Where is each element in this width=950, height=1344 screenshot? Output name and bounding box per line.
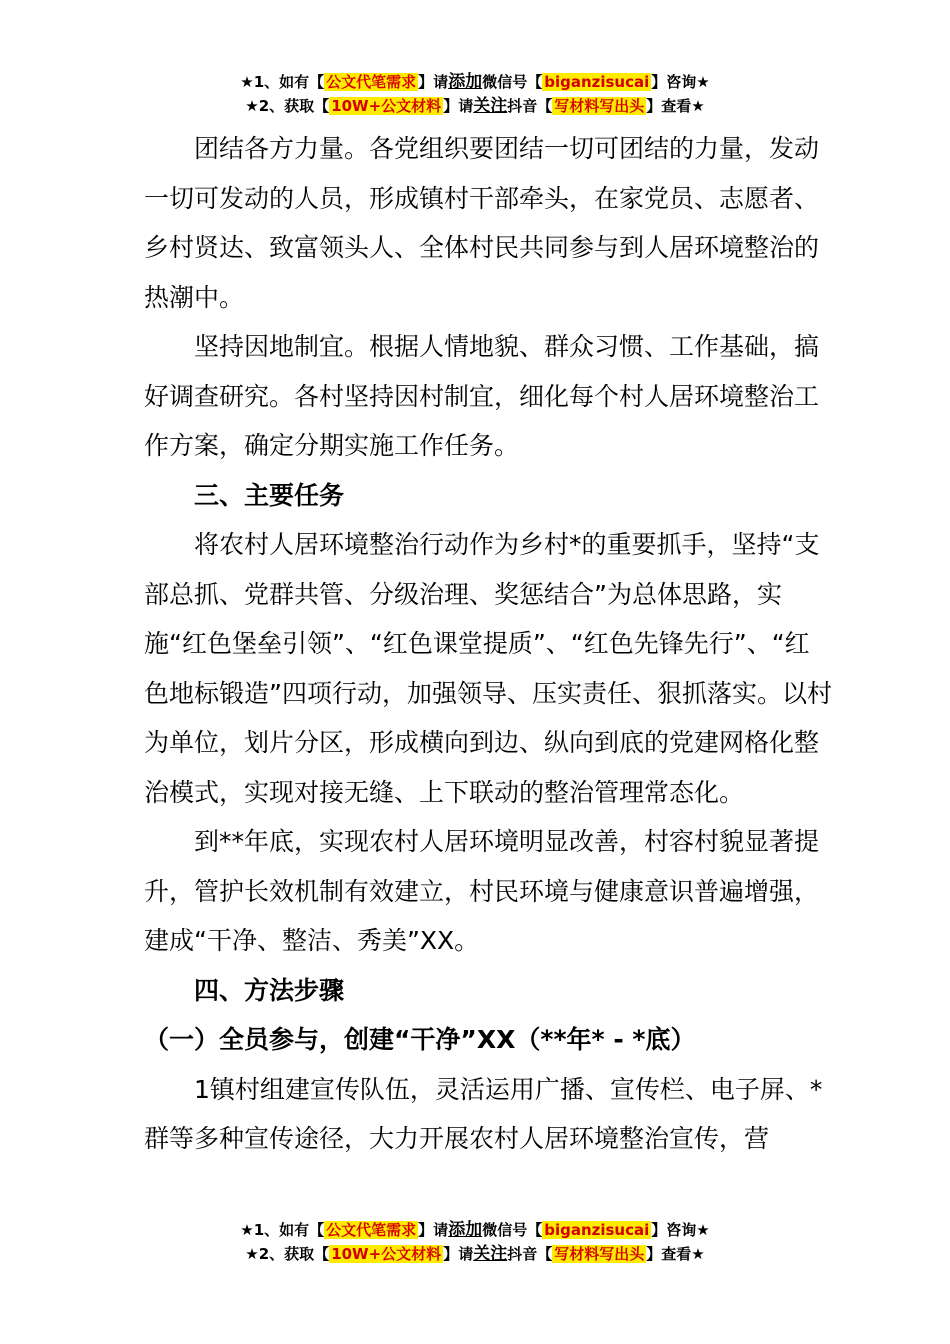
promo-highlight: 写材料写出头 [554,1245,645,1263]
promo-line-1: ★1、如有【 公文代笔需求 】请添加微信号【 biganzisucai 】咨询★ [240,1220,710,1240]
promo-highlight: 公文代笔需求 [326,1221,417,1239]
footer-promo-banner [0,1218,950,1266]
promo-highlight: 10W+公文材料 [331,97,442,115]
document-body [144,124,834,1164]
section-heading: 四、方法步骤 [194,975,345,1005]
section-heading: 三、主要任务 [194,480,345,510]
promo-line-1: ★1、如有【 公文代笔需求 】请添加微信号【 biganzisucai 】咨询★ [240,72,710,92]
promo-highlight: biganzisucai [544,1221,650,1239]
header-promo-banner [0,70,950,118]
paragraph: 1镇村组建宣传队伍，灵活运用广播、宣传栏、电子屏、*群等多种宣传途径，大力开展农村人居环境整治宣传，营 [144,1074,823,1153]
promo-line-2: ★2、获取【 10W+公文材料 】请关注抖音【 写材料写出头 】查看★ [245,1244,705,1264]
subsection-heading: （一）全员参与，创建“干净”XX（**年* - *底） [144,1025,696,1054]
paragraph: 到**年底，实现农村人居环境明显改善，村容村貌显著提升，管护长效机制有效建立，村民环境与健康意识普遍增强，建成“干净、整洁、秀美”XX。 [144,827,820,955]
paragraph: 将农村人居环境整治行动作为乡村*的重要抓手，坚持“支部总抓、党群共管、分级治理、奖惩结合”为总体思路，实施“红色堡垒引领”、“红色课堂提质”、“红色先锋先行”、“红色地标锻造”四项行动，加强领导、压实责任、狠抓落实。以村为单位，划片分区，形成横向到边、纵向到底的党建网格化整治模式，实现对接无缝、上下联动的整治管理常态化。 [144,530,832,807]
promo-highlight: 公文代笔需求 [326,73,417,91]
promo-highlight: 10W+公文材料 [331,1245,442,1263]
promo-highlight: 写材料写出头 [554,97,645,115]
paragraph: 坚持因地制宜。根据人情地貌、群众习惯、工作基础，搞好调查研究。各村坚持因村制宜，细化每个村人居环境整治工作方案，确定分期实施工作任务。 [144,332,820,460]
promo-highlight: biganzisucai [544,73,650,91]
promo-line-2: ★2、获取【 10W+公文材料 】请关注抖音【 写材料写出头 】查看★ [245,96,705,116]
paragraph: 团结各方力量。各党组织要团结一切可团结的力量，发动一切可发动的人员，形成镇村干部牵头，在家党员、志愿者、乡村贤达、致富领头人、全体村民共同参与到人居环境整治的热潮中。 [144,134,820,312]
